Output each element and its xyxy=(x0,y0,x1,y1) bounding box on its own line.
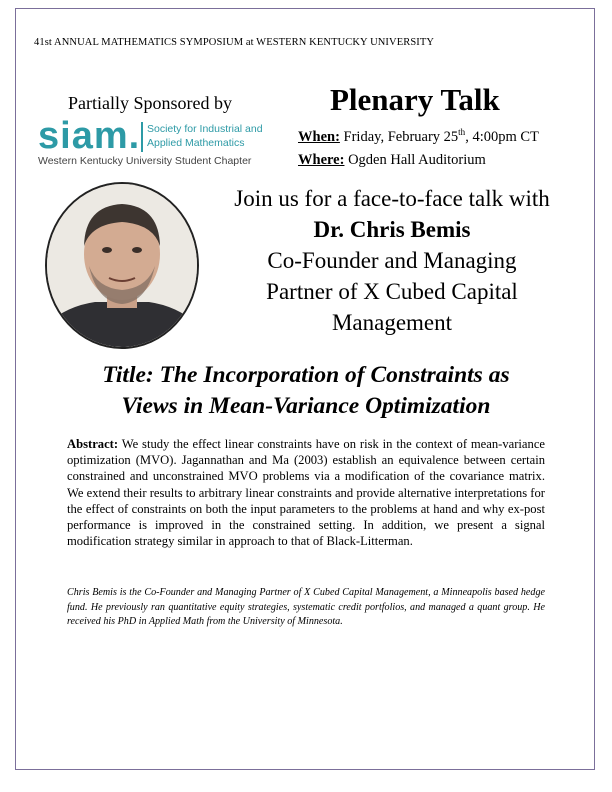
siam-logo xyxy=(38,115,288,170)
intro-line: Join us for a face-to-face talk with xyxy=(234,186,550,211)
talk-title-line1: Title: The Incorporation of Constraints as xyxy=(102,362,510,388)
symposium-header: 41st ANNUAL MATHEMATICS SYMPOSIUM at WESTERN KENTUCKY UNIVERSITY xyxy=(34,37,435,48)
siam-logo-chapter: Western Kentucky University Student Chapter xyxy=(38,155,252,167)
speaker-intro xyxy=(200,183,584,338)
when-date: Friday, February 25 xyxy=(339,128,459,145)
event-when xyxy=(298,127,539,146)
speaker-photo xyxy=(45,182,199,349)
siam-society-line2: Applied Mathematics xyxy=(147,137,245,149)
when-date-suffix: th xyxy=(458,127,466,137)
abstract xyxy=(67,436,545,549)
plenary-talk-heading: Plenary Talk xyxy=(330,82,500,117)
sponsor-label: Partially Sponsored by xyxy=(68,93,232,113)
where-label: Where: xyxy=(298,152,345,168)
speaker-role-line3: Management xyxy=(331,310,453,335)
siam-society-line1: Society for Industrial and xyxy=(147,123,263,135)
abstract-text: We study the effect linear constraints have on risk in the context of mean-variance optimization (MVO). Jagannathan and Ma (2003) establish an equivalence between certain constrained and unconstrained MVO problems via a modification of the covariance matrix. We extend their results to arbitrary linear constraints and provide alternative interpretations for the effect of constraints on both the input parameters to the problems at hand and why ex-post performance is improved in the constrained setting. In addition, we present a signal modification strategy similar in approach to that of Black-Litterman. xyxy=(67,437,545,549)
abstract-label: Abstract: xyxy=(67,437,119,451)
talk-title xyxy=(30,360,582,422)
speaker-role-line1: Co-Founder and Managing xyxy=(267,248,517,273)
speaker-role-line2: Partner of X Cubed Capital xyxy=(266,279,518,304)
event-where xyxy=(298,152,486,169)
when-time: , 4:00pm CT xyxy=(465,128,539,145)
when-label: When: xyxy=(298,128,340,145)
speaker-name: Dr. Chris Bemis xyxy=(313,217,471,242)
where-value: Ogden Hall Auditorium xyxy=(344,152,486,168)
siam-logo-word: siam. xyxy=(38,115,141,157)
speaker-bio: Chris Bemis is the Co-Founder and Managing Partner of X Cubed Capital Management, a Minneapolis based hedge fund. He previously ran quantitative equity strategies, systematic credit portfolios, and managed a quant group. He received his PhD in Applied Math from the University of Minnesota. xyxy=(67,587,545,627)
speaker-portrait-icon xyxy=(47,184,197,347)
siam-logo-divider xyxy=(141,122,143,152)
talk-title-line2: Views in Mean-Variance Optimization xyxy=(121,393,491,419)
siam-logo-society xyxy=(147,122,263,150)
